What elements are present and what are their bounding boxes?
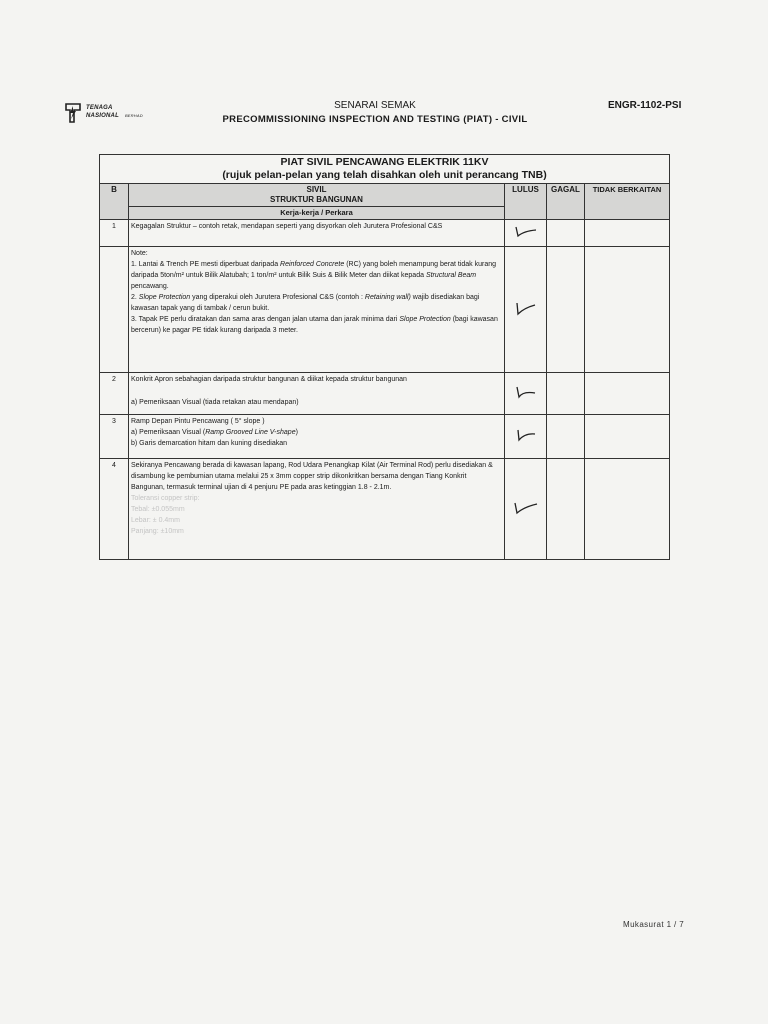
table-title-row: [100, 155, 670, 184]
lulus-cell: [505, 247, 547, 373]
section-heading-1: SIVIL: [306, 185, 327, 194]
row-text-line: Konkrit Apron sebahagian daripada struktur bangunan & diikat kepada struktur bangunan: [131, 376, 407, 383]
checkmark-icon: [512, 499, 540, 515]
table-row: [100, 247, 670, 373]
checkmark-icon: [513, 428, 539, 442]
table-row: [100, 373, 670, 415]
lulus-cell: [505, 220, 547, 247]
checkmark-icon: [513, 224, 539, 238]
tidak-berkaitan-cell: [585, 373, 670, 415]
row-number: 2: [100, 373, 129, 415]
row-text-line: a) Pemeriksaan Visual (tiada retakan atau mendapan): [131, 399, 299, 406]
tidak-berkaitan-cell: [585, 220, 670, 247]
row-number: [100, 247, 129, 373]
row-number: 4: [100, 459, 129, 560]
work-label: Kerja-kerja / Perkara: [129, 207, 505, 220]
document-code: ENGR-1102-PSI: [608, 100, 682, 111]
tidak-berkaitan-cell: [585, 247, 670, 373]
faded-text: Panjang: ±10mm: [131, 528, 184, 535]
lulus-cell: [505, 415, 547, 459]
logo-text: [86, 104, 143, 120]
row-text-line: Ramp Depan Pintu Pencawang ( 5° slope ): [131, 418, 265, 425]
gagal-cell: [547, 415, 585, 459]
table-title-2: (rujuk pelan-pelan yang telah disahkan oleh unit perancang TNB): [222, 169, 547, 181]
row-text: [129, 415, 505, 459]
document-title: [200, 99, 550, 127]
table-row: [100, 415, 670, 459]
table-row: [100, 459, 670, 560]
logo-text-2: NASIONAL: [86, 113, 119, 119]
faded-text: Toleransi copper strip:: [131, 495, 200, 502]
tidak-berkaitan-cell: [585, 459, 670, 560]
checkmark-icon: [513, 300, 539, 316]
lulus-cell: [505, 373, 547, 415]
column-lulus: LULUS: [505, 184, 547, 220]
gagal-cell: [547, 247, 585, 373]
note-item-3: 3. Tapak PE perlu diratakan dan sama aras dengan jalan utama dan jarak minima dari Slope Protection (bagi kawasan bercerun) ke pagar PE tidak kurang daripada 3 meter.: [131, 316, 498, 334]
row-number: 3: [100, 415, 129, 459]
logo-text-3: BERHAD: [124, 113, 143, 118]
note-item-1: 1. Lantai & Trench PE mesti diperbuat daripada Reinforced Concrete (RC) yang boleh menampung berat tidak kurang daripada 5ton/m² untuk Bilik Alatubah; 1 ton/m² untuk Bilik Suis & Bilik Meter dan diikat kepada Structural Beam pencawang.: [131, 261, 497, 290]
column-gagal: GAGAL: [547, 184, 585, 220]
row-text-line: b) Garis demarcation hitam dan kuning disediakan: [131, 440, 288, 447]
lulus-cell: [505, 459, 547, 560]
tnb-logo: [64, 100, 174, 132]
row-text-line: a) Pemeriksaan Visual (Ramp Grooved Line V-shape): [131, 429, 298, 436]
row-number: 1: [100, 220, 129, 247]
gagal-cell: [547, 459, 585, 560]
row-text: Kegagalan Struktur – contoh retak, mendapan seperti yang disyorkan oleh Jurutera Profesional C&S: [129, 220, 505, 247]
table-title-1: PIAT SIVIL PENCAWANG ELEKTRIK 11KV: [280, 156, 489, 168]
section-letter: B: [100, 184, 129, 220]
faded-text: Tebal: ±0.055mm: [131, 506, 185, 513]
section-heading: [129, 184, 505, 207]
section-heading-2: STRUKTUR BANGUNAN: [270, 195, 363, 204]
document-title-1: SENARAI SEMAK: [334, 100, 416, 111]
note-label: Note:: [131, 250, 148, 257]
column-tidak-berkaitan: TIDAK BERKAITAN: [585, 184, 670, 220]
tnb-logo-icon: [64, 102, 82, 124]
row-text: [129, 373, 505, 415]
checklist-table: [99, 154, 670, 560]
page-number: Mukasurat 1 / 7: [623, 920, 685, 929]
table-row: [100, 220, 670, 247]
gagal-cell: [547, 373, 585, 415]
faded-text: Lebar: ± 0.4mm: [131, 517, 180, 524]
tidak-berkaitan-cell: [585, 415, 670, 459]
table-header-row: [100, 184, 670, 207]
row-text-line: Sekiranya Pencawang berada di kawasan lapang, Rod Udara Penangkap Kilat (Air Terminal Rod) perlu disediakan & disambung ke pembumian utama melalui 25 x 3mm copper strip dikonkritkan bersama dengan Tiang Konkrit Bangunan, termasuk terminal ujian di 4 penjuru PE pada aras ketinggian 1.8 - 2.1m.: [131, 462, 493, 491]
row-text: [129, 459, 505, 560]
note-item-2: 2. Slope Protection yang diperakui oleh Jurutera Profesional C&S (contoh : Retaining wall) wajib disediakan bagi kawasan tapak yang di tambak / cerun bukit.: [131, 294, 480, 312]
document-title-2: PRECOMMISSIONING INSPECTION AND TESTING (PIAT) - CIVIL: [222, 114, 528, 125]
logo-text-1: TENAGA: [86, 105, 113, 111]
checkmark-icon: [513, 385, 539, 399]
row-note: [129, 247, 505, 373]
table-title: [100, 155, 670, 184]
gagal-cell: [547, 220, 585, 247]
